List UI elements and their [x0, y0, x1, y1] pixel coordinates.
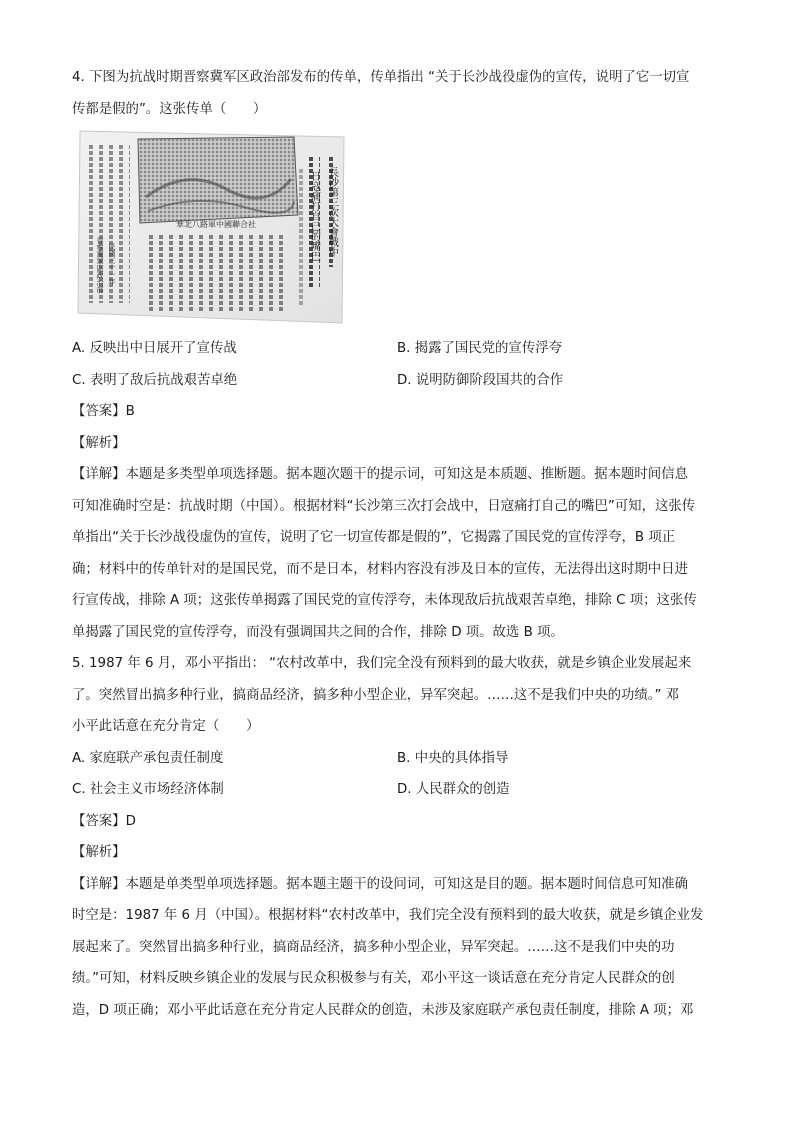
answer-label: 【答案】	[72, 404, 126, 419]
q4-detail-line5: 行宣传战，排除 A 项；这张传单揭露了国民党的宣传浮夸，未体现敌后抗战艰苦卓绝，排除 C 项；这张传	[72, 593, 697, 608]
q4-option-a: A. 反映出中日展开了宣传战	[72, 341, 237, 356]
q5-detail-line2: 时空是：1987 年 6 月（中国）。根据材料“农村改革中，我们完全没有预料到的最大收获，就是乡镇企业发	[72, 908, 704, 923]
q5-stem-line2: 了。突然冒出搞多种行业，搞商品经济，搞多种小型企业，异军突起。……这不是我们中央的功绩。” 邓	[72, 687, 680, 703]
q4-answer	[72, 396, 722, 428]
leaflet-date: 民國三十一年	[108, 243, 116, 285]
q5-option-c: C. 社会主义市场经济体制	[72, 782, 224, 797]
q4-stem-line1: 4. 下图为抗战时期晋察冀军区政治部发布的传单，传单指出 “关于长沙战役虚伪的宣传，说明了它一切宣	[72, 70, 690, 85]
q5-option-a: A. 家庭联产承包责任制度	[72, 750, 224, 766]
q4-detail-line3: 单指出“关于长沙战役虚伪的宣传，说明了它一切宣传都是假的”，它揭露了国民党的宣传浮夸，B 项正	[72, 530, 676, 545]
q4-option-c: C. 表明了敌后抗战艰苦卓绝	[72, 372, 238, 388]
q5-detail-line4: 绩。”可知，材料反映乡镇企业的发展与民众积极参与有关，邓小平这一谈话意在充分肯定人民群众的创	[72, 971, 675, 986]
q4-options-row1	[72, 333, 722, 365]
q5-detail-line3: 展起来了。突然冒出搞多种行业，搞商品经济，搞多种小型企业，异军突起。……这不是我们中央的功	[72, 939, 675, 955]
q4-detail-line6: 单揭露了国民党的宣传浮夸，而没有强调国共之间的合作，排除 D 项。故选 B 项。	[72, 624, 564, 640]
q4-options-row2	[72, 365, 722, 397]
leaflet-headline-1: 長沙第三次大會戰中	[326, 167, 338, 257]
q5-options-row1	[72, 743, 722, 775]
q4-option-d: D. 说明防御阶段国共的合作	[397, 372, 564, 388]
leaflet-issuer: 晉察冀軍區政治部	[96, 237, 104, 293]
q4-detail-line2: 可知准确时空是：抗战时期（中国）。根据材料“长沙第三次打会战中，日寇痛打自己的嘴巴”可知，这张传	[72, 498, 696, 514]
q5-analysis-label: 【解析】	[72, 845, 126, 860]
q5-detail-line1: 【详解】本题是单类型单项选择题。据本题主题干的设问词，可知这是目的题。据本题时间信息可知准确	[72, 876, 688, 892]
q5-option-b: B. 中央的具体指导	[397, 750, 509, 766]
leaflet-photo	[76, 127, 346, 327]
q4-detail-line1: 【详解】本题是多类型单项选择题。据本题次题干的提示词，可知这是本质题、推断题。据本题时间信息	[72, 467, 688, 482]
q5-stem-line3: 小平此话意在充分肯定（ ）	[72, 719, 260, 734]
answer-value: D	[125, 813, 136, 829]
document-page	[72, 62, 722, 1026]
q5-answer	[72, 806, 722, 838]
q5-stem-line1: 5. 1987 年 6 月，邓小平指出： “农村改革中，我们完全没有预料到的最大收获，就是乡镇企业发展起来	[72, 656, 692, 671]
q4-analysis-label: 【解析】	[72, 435, 126, 451]
q5-option-d: D. 人民群众的创造	[397, 782, 510, 797]
q4-stem-line2: 传都是假的”。这张传单（ ）	[72, 101, 267, 117]
q5-options-row2	[72, 774, 722, 806]
answer-value: B	[125, 404, 135, 419]
q4-detail-line4: 确；材料中的传单针对的是国民党，而不是日本，材料内容没有涉及日本的宣传，无法得出这时期中日进	[72, 561, 688, 577]
q5-detail-line5: 造，D 项正确；邓小平此话意在充分肯定人民群众的创造，未涉及家庭联产承包责任制度，排除 A 项；邓	[72, 1002, 694, 1018]
answer-label: 【答案】	[72, 813, 126, 829]
leaflet-headline-2: 日寇痛打自己的嘴巴	[308, 171, 320, 261]
leaflet-image	[76, 127, 346, 327]
q4-option-b: B. 揭露了国民党的宣传浮夸	[397, 341, 562, 356]
leaflet-caption: 華北八路軍中國聯合社	[176, 220, 256, 229]
